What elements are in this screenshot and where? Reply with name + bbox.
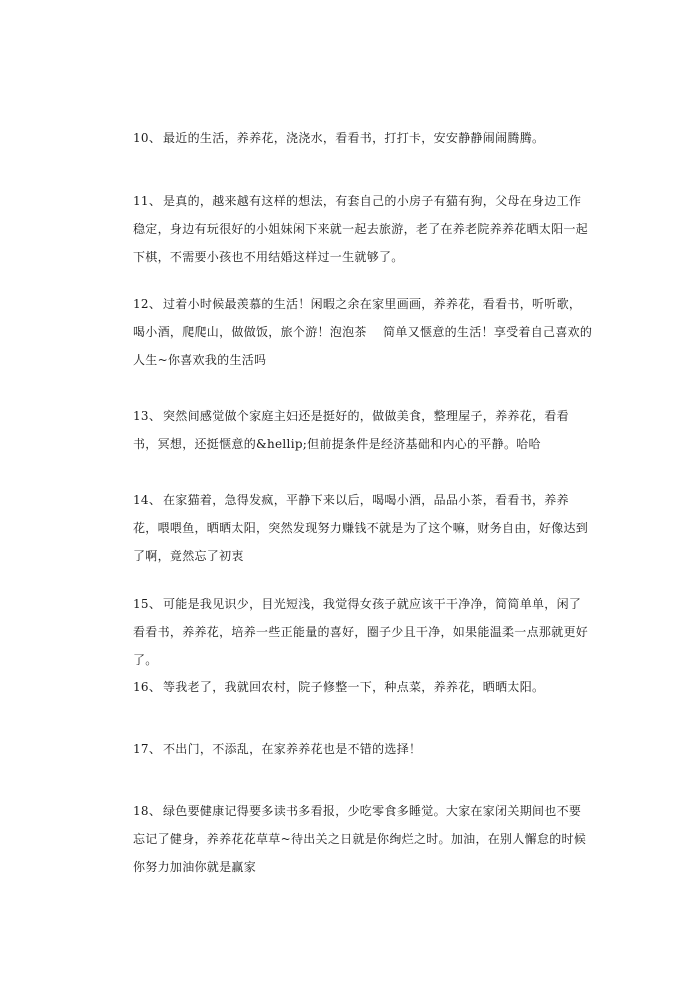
list-item — [133, 187, 593, 271]
item-text: 在家猫着，急得发疯，平静下来以后，喝喝小酒，品品小茶，看看书，养养花，喂喂鱼，晒晒太阳，突然发现努力赚钱不就是为了这个嘛，财务自由，好像达到了啊，竟然忘了初衷 — [133, 493, 589, 563]
list-item — [133, 486, 593, 570]
list-item — [133, 735, 593, 763]
item-text: 是真的，越来越有这样的想法，有套自己的小房子有猫有狗，父母在身边工作稳定，身边有玩很好的小姐妹闲下来就一起去旅游，老了在养老院养养花晒太阳一起下棋，不需要小孩也不用结婚这样过一生就够了。 — [133, 194, 589, 264]
list-item — [133, 290, 593, 374]
item-number: 15、 — [133, 597, 162, 611]
list-item — [133, 673, 593, 701]
item-number: 14、 — [133, 493, 162, 507]
item-text: 可能是我见识少，目光短浅，我觉得女孩子就应该干干净净，简简单单，闲了看看书，养养花，培养一些正能量的喜好，圈子少且干净，如果能温柔一点那就更好了。 — [133, 597, 589, 667]
item-text: 最近的生活，养养花，浇浇水，看看书，打打卡，安安静静闹闹腾腾。 — [163, 131, 545, 145]
item-number: 17、 — [133, 742, 162, 756]
item-number: 11、 — [133, 194, 162, 208]
item-number: 12、 — [133, 297, 162, 311]
item-number: 18、 — [133, 804, 162, 818]
item-number: 10、 — [133, 131, 162, 145]
item-number: 13、 — [133, 409, 162, 423]
item-text: 等我老了，我就回农村，院子修整一下，种点菜，养养花，晒晒太阳。 — [163, 680, 545, 694]
list-item — [133, 402, 593, 458]
item-number: 16、 — [133, 680, 162, 694]
list-item — [133, 124, 593, 152]
item-text: 过着小时候最羡慕的生活！闲暇之余在家里画画，养养花，看看书，听听歌，喝小酒，爬爬山，做做饭，旅个游！泡泡茶 简单又惬意的生活！享受着自己喜欢的人生~你喜欢我的生活吗 — [133, 297, 593, 367]
list-item — [133, 797, 593, 881]
list-item — [133, 590, 593, 674]
item-text: 不出门，不添乱，在家养养花也是不错的选择！ — [163, 742, 422, 756]
item-text: 绿色要健康记得要多读书多看报，少吃零食多睡觉。大家在家闭关期间也不要忘记了健身，养养花花草草~待出关之日就是你绚烂之时。加油，在别人懈怠的时候你努力加油你就是赢家 — [133, 804, 587, 874]
item-text: 突然间感觉做个家庭主妇还是挺好的，做做美食，整理屋子，养养花，看看书，冥想，还挺惬意的&hellip;但前提条件是经济基础和内心的平静。哈哈 — [133, 409, 569, 451]
